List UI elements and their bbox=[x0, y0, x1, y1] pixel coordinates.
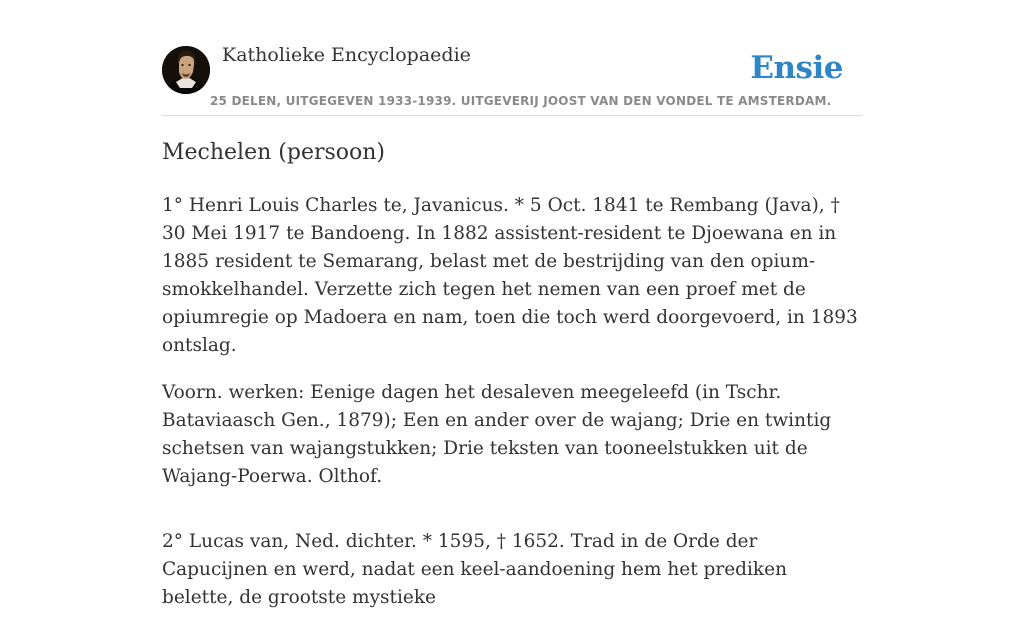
article-paragraph: 1° Henri Louis Charles te, Javanicus. * 5 Oct. 1841 te Rembang (Java), † 30 Mei 1917 te Bandoeng. In 1882 assistent-resident te Djoewana en in 1885 resident te Semarang, belast met de bestrijding van den opium-smokkelhandel. Verzette zich tegen het nemen van een proef met de opiumregie op Madoera en nam, toen die toch werd doorgevoerd, in 1893 ontslag. bbox=[162, 195, 858, 356]
book-header bbox=[162, 0, 862, 116]
article-body bbox=[162, 192, 862, 631]
portrait-icon[interactable] bbox=[162, 46, 210, 94]
book-title[interactable]: Katholieke Encyclopaedie bbox=[222, 44, 471, 66]
article-paragraph: Voorn. werken: Eenige dagen het desaleven meegeleefd (in Tschr. Bataviaasch Gen., 1879); Een en ander over de wajang; Drie en twintig schetsen van wajangstukken; Drie teksten van tooneelstukken uit de Wajang-Poerwa. Olthof. bbox=[162, 382, 832, 487]
article-paragraph: 2° Lucas van, Ned. dichter. * 1595, † 1652. Trad in de Orde der Capucijnen en werd, nadat een keel-aandoening hem het prediken belette, de grootste mystieke bbox=[162, 531, 787, 608]
article-title: Mechelen (persoon) bbox=[162, 140, 386, 165]
portrait-illustration bbox=[162, 46, 210, 94]
ensie-logo-link[interactable]: Ensie bbox=[750, 50, 843, 86]
page bbox=[162, 0, 862, 608]
book-publication-info: 25 DELEN, UITGEGEVEN 1933-1939. UITGEVERIJ JOOST VAN DEN VONDEL TE AMSTERDAM. bbox=[210, 94, 832, 108]
